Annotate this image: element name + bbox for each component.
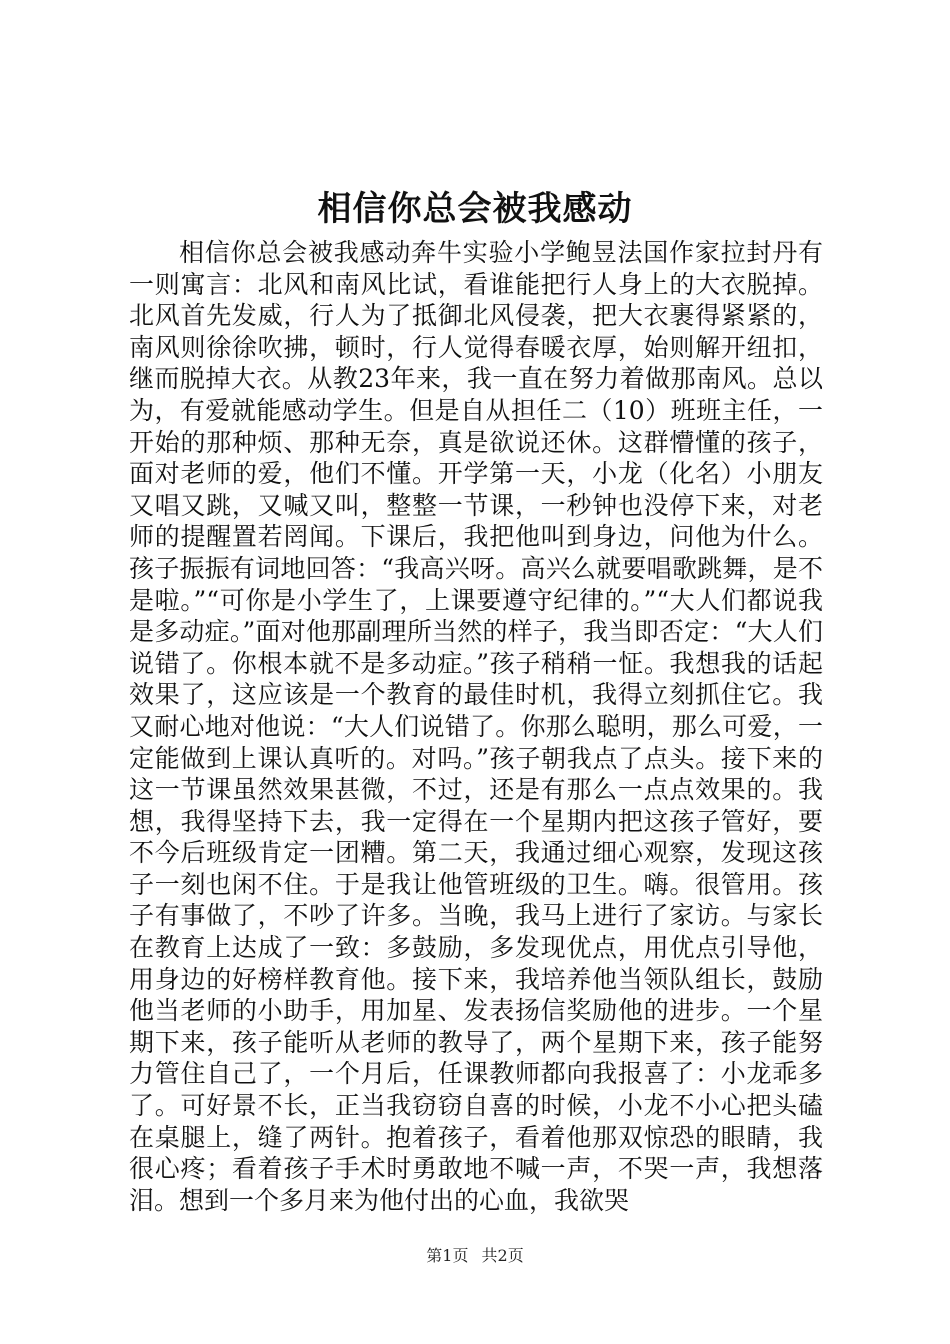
page-number: 第1页 bbox=[426, 1246, 469, 1265]
page-total: 共2页 bbox=[481, 1246, 524, 1265]
document-body: 相信你总会被我感动奔牛实验小学鲍昱法国作家拉封丹有一则寓言：北风和南风比试，看谁能把行人身上的大衣脱掉。北风首先发威，行人为了抵御北风侵袭，把大衣裹得紧紧的，南风则徐徐吹拂，顿时，行人觉得春暖衣厚，始则解开纽扣，继而脱掉大衣。从教23年来，我一直在努力着做那南风。总以为，有爱就能感动学生。但是自从担任二（10）班班主任，一开始的那种烦、那种无奈，真是欲说还休。这群懵懂的孩子，面对老师的爱，他们不懂。开学第一天，小龙（化名）小朋友又唱又跳，又喊又叫，整整一节课，一秒钟也没停下来，对老师的提醒置若罔闻。下课后，我把他叫到身边，问他为什么。孩子振振有词地回答：“我高兴呀。高兴么就要唱歌跳舞，是不是啦。”“可你是小学生了，上课要遵守纪律的。”“大人们都说我是多动症。”面对他那副理所当然的样子，我当即否定：“大人们说错了。你根本就不是多动症。”孩子稍稍一怔。我想我的话起效果了，这应该是一个教育的最佳时机，我得立刻抓住它。我又耐心地对他说：“大人们说错了。你那么聪明，那么可爱，一定能做到上课认真听的。对吗。”孩子朝我点了点头。接下来的这一节课虽然效果甚微，不过，还是有那么一点点效果的。我想，我得坚持下去，我一定得在一个星期内把这孩子管好，要不今后班级肯定一团糟。第二天，我通过细心观察，发现这孩子一刻也闲不住。于是我让他管班级的卫生。嗨。很管用。孩子有事做了，不吵了许多。当晚，我马上进行了家访。与家长在教育上达成了一致：多鼓励，多发现优点，用优点引导他，用身边的好榜样教育他。接下来，我培养他当领队组长，鼓励他当老师的小助手，用加星、发表扬信奖励他的进步。一个星期下来，孩子能听从老师的教导了，两个星期下来，孩子能努力管住自己了，一个月后，任课教师都向我报喜了：小龙乖多了。可好景不长，正当我窃窃自喜的时候，小龙不小心把头磕在桌腿上，缝了两针。抱着孩子，看着他那双惊恐的眼睛，我很心疼；看着孩子手术时勇敢地不喊一声，不哭一声，我想落泪。想到一个多月来为他付出的心血，我欲哭 bbox=[129, 238, 823, 1215]
document-title: 相信你总会被我感动 bbox=[317, 189, 633, 229]
page-footer bbox=[0, 1244, 950, 1268]
